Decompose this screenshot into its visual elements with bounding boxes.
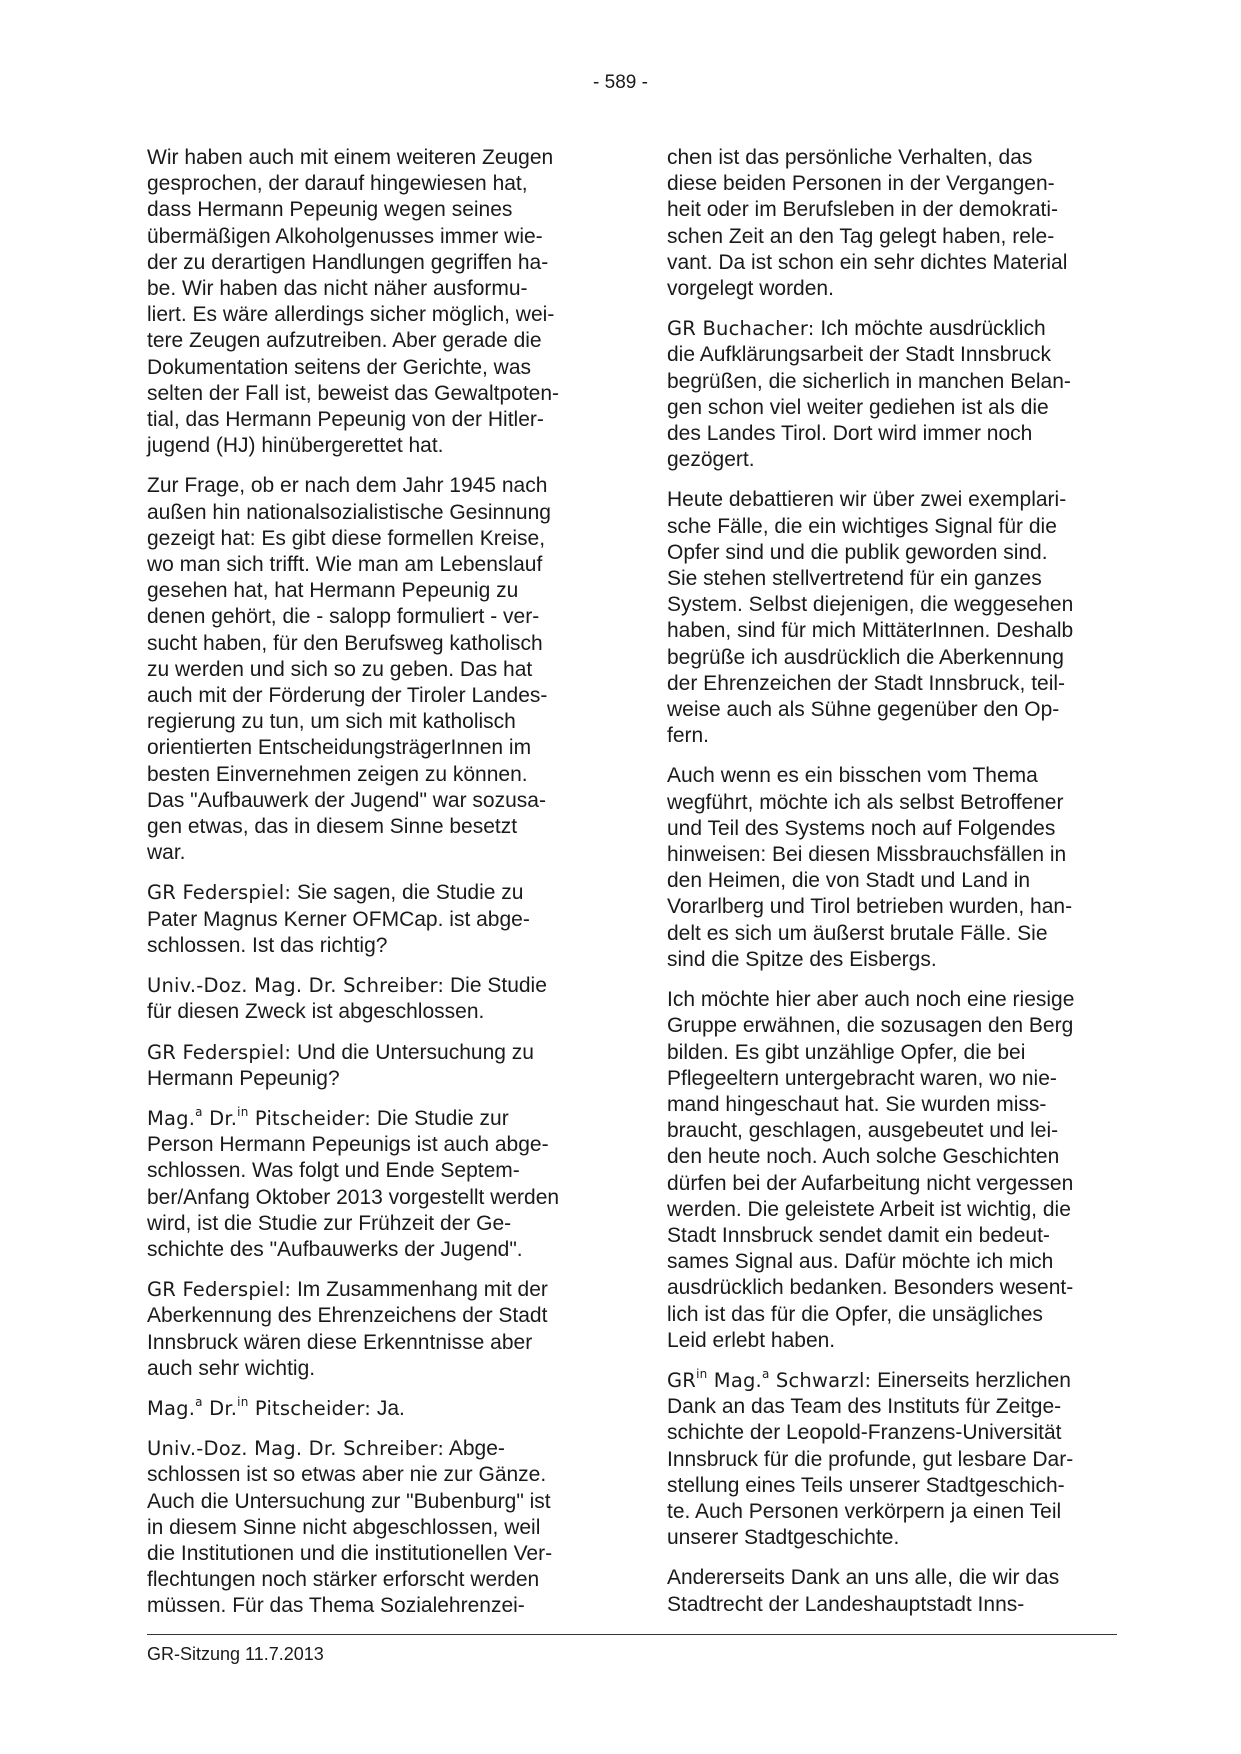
paragraph [147, 1106, 599, 1263]
text-line: wird, ist die Studie zur Frühzeit der Ge- [147, 1211, 512, 1235]
text-line: Leid erlebt haben. [667, 1328, 836, 1352]
speaker-title: Dr. [202, 1396, 238, 1420]
text-line: schichte des "Aufbauwerks der Jugend". [147, 1237, 523, 1261]
text-line: tial, das Hermann Pepeunig von der Hitler- [147, 408, 544, 432]
text-line: Stadt Innsbruck sendet damit ein bedeut- [667, 1223, 1050, 1247]
text-line: lich ist das für die Opfer, die unsägliches [667, 1302, 1043, 1326]
text-line: Auch die Untersuchung zur "Bubenburg" ist [147, 1489, 551, 1513]
speaker-name [147, 1394, 371, 1420]
text-line: stellung eines Teils unserer Stadtgeschich- [667, 1473, 1065, 1497]
text-segment: Abge- [444, 1437, 505, 1461]
speaker-title: Dr. [202, 1106, 238, 1130]
paragraph [147, 473, 599, 866]
text-line: delt es sich um äußerst brutale Fälle. Sie [667, 921, 1048, 945]
text-line: chen ist das persönliche Verhalten, das [667, 146, 1033, 169]
text-line: Dank an das Team des Instituts für Zeitge- [667, 1395, 1062, 1419]
text-line: vorgelegt worden. [667, 277, 834, 301]
paragraph [147, 145, 599, 459]
text-line: in diesem Sinne nicht abgeschlossen, weil [147, 1515, 541, 1539]
text-line: unserer Stadtgeschichte. [667, 1526, 900, 1550]
text-segment: Die Studie [444, 974, 547, 998]
paragraph [667, 763, 1119, 973]
text-line: schlossen ist so etwas aber nie zur Gänze. [147, 1463, 547, 1487]
text-segment: Und die Untersuchung zu [291, 1040, 534, 1064]
speaker-title: Mag. [147, 1106, 196, 1130]
superscript: a [195, 1104, 203, 1119]
text-line: auch mit der Förderung der Tiroler Landes- [147, 684, 548, 708]
footer-divider [147, 1634, 1117, 1635]
text-line: schlossen. Was folgt und Ende Septem- [147, 1159, 520, 1183]
text-line: ausdrücklich bedanken. Besonders wesent- [667, 1276, 1074, 1300]
page-number: - 589 - [593, 72, 648, 93]
paragraph [147, 1040, 599, 1092]
text-line: die Aufklärungsarbeit der Stadt Innsbruck [667, 343, 1052, 367]
text-line: Opfer sind und die publik geworden sind. [667, 540, 1048, 564]
text-line: vant. Da ist schon ein sehr dichtes Material [667, 250, 1068, 274]
superscript: in [237, 1104, 249, 1119]
text-line: diese beiden Personen in der Vergangen- [667, 172, 1055, 196]
text-line: gezögert. [667, 448, 755, 472]
text-line: müssen. Für das Thema Sozialehrenzei- [147, 1594, 525, 1618]
text-line: des Landes Tirol. Dort wird immer noch [667, 422, 1033, 446]
text-line: auch sehr wichtig. [147, 1356, 316, 1380]
text-line: te. Auch Personen verkörpern ja einen Teil [667, 1499, 1062, 1523]
superscript: a [761, 1366, 770, 1381]
paragraph [667, 316, 1119, 473]
text-line: Sie stehen stellvertretend für ein ganzes [667, 567, 1042, 591]
text-line: heit oder im Berufsleben in der demokrati- [667, 198, 1059, 222]
speaker-title: Mag. [147, 1396, 196, 1420]
text-line: Stadtrecht der Landeshauptstadt Inns- [667, 1592, 1025, 1616]
text-line: sucht haben, für den Berufsweg katholisch [147, 631, 543, 655]
text-line: den heute noch. Auch solche Geschichten [667, 1145, 1060, 1169]
paragraph [667, 145, 1119, 302]
paragraph [667, 1565, 1119, 1617]
text-line: sche Fälle, die ein wichtiges Signal für die [667, 514, 1057, 538]
text-line: orientierten EntscheidungsträgerInnen im [147, 736, 532, 760]
superscript: a [195, 1394, 203, 1409]
text-line [147, 973, 599, 999]
text-line: Auch wenn es ein bisschen vom Thema [667, 764, 1038, 788]
text-line: System. Selbst diejenigen, die weggesehen [667, 593, 1074, 617]
text-line: schichte der Leopold-Franzens-Universität [667, 1421, 1062, 1445]
text-line [147, 1277, 599, 1303]
text-line: Gruppe erwähnen, die sozusagen den Berg [667, 1014, 1074, 1038]
text-line: be. Wir haben das nicht näher ausformu- [147, 277, 528, 301]
speaker-name: Univ.-Doz. Mag. Dr. Schreiber: [147, 1437, 445, 1461]
paragraph [147, 880, 599, 959]
text-line: liert. Es wäre allerdings sicher möglich, wei- [147, 303, 555, 327]
text-line: gezeigt hat: Es gibt diese formellen Kreise, [147, 526, 546, 550]
text-line: gesehen hat, hat Hermann Pepeunig zu [147, 579, 519, 603]
text-segment: Ja. [370, 1396, 405, 1420]
text-line: Wir haben auch mit einem weiteren Zeugen [147, 146, 554, 169]
superscript: in [237, 1394, 249, 1409]
speaker-name: Univ.-Doz. Mag. Dr. Schreiber: [147, 974, 445, 998]
text-line: selten der Fall ist, beweist das Gewaltpoten- [147, 381, 560, 405]
text-line [147, 1106, 599, 1132]
text-line: sames Signal aus. Dafür möchte ich mich [667, 1250, 1054, 1274]
text-line: weise auch als Sühne gegenüber den Op- [667, 698, 1060, 722]
text-line: Pater Magnus Kerner OFMCap. ist abge- [147, 907, 530, 931]
text-line: braucht, geschlagen, ausgebeutet und lei- [667, 1119, 1059, 1143]
speaker-name: GR Federspiel: [147, 881, 292, 905]
text-line: außen hin nationalsozialistische Gesinnung [147, 500, 551, 524]
speaker-name: GR Federspiel: [147, 1040, 292, 1064]
text-line: sind die Spitze des Eisbergs. [667, 947, 937, 971]
text-line: dass Hermann Pepeunig wegen seines [147, 198, 513, 222]
text-line [667, 316, 1119, 342]
text-line: denen gehört, die - salopp formuliert - ver- [147, 605, 540, 629]
speaker-surname: Pitscheider: [248, 1106, 371, 1130]
text-line: Heute debattieren wir über zwei exemplari- [667, 488, 1067, 512]
superscript: in [696, 1366, 708, 1381]
text-line [147, 880, 599, 906]
paragraph [147, 973, 599, 1025]
text-line: regierung zu tun, um sich mit katholisch [147, 710, 516, 734]
text-line: für diesen Zweck ist abgeschlossen. [147, 1000, 485, 1024]
text-line [147, 1040, 599, 1066]
text-line: der zu derartigen Handlungen gegriffen ha- [147, 250, 549, 274]
text-segment: Sie sagen, die Studie zu [291, 881, 524, 905]
text-line: ber/Anfang Oktober 2013 vorgestellt werden [147, 1185, 560, 1209]
text-line: bilden. Es gibt unzählige Opfer, die bei [667, 1040, 1026, 1064]
text-line: fern. [667, 724, 710, 748]
text-line: gen schon viel weiter gediehen ist als die [667, 395, 1049, 419]
text-line: flechtungen noch stärker erforscht werden [147, 1568, 540, 1592]
text-line: Hermann Pepeunig? [147, 1066, 340, 1090]
text-line: wo man sich trifft. Wie man am Lebenslauf [147, 553, 543, 577]
text-line: begrüßen, die sicherlich in manchen Belan- [667, 369, 1071, 393]
text-line: besten Einvernehmen zeigen zu können. [147, 762, 528, 786]
text-line: Zur Frage, ob er nach dem Jahr 1945 nach [147, 474, 548, 498]
text-line [667, 1368, 1119, 1394]
text-line: Dokumentation seitens der Gerichte, was [147, 355, 532, 379]
speaker-name: GR Buchacher: [667, 317, 815, 341]
paragraph [147, 1277, 599, 1382]
speaker-name: GR Federspiel: [147, 1278, 292, 1302]
speaker-surname: Pitscheider: [248, 1396, 371, 1420]
left-column [147, 145, 599, 1634]
text-line: den Heimen, die von Stadt und Land in [667, 869, 1031, 893]
paragraph [667, 487, 1119, 749]
speaker-name [667, 1366, 872, 1392]
text-line: tere Zeugen aufzutreiben. Aber gerade die [147, 329, 542, 353]
text-line: zu werden und sich so zu geben. Das hat [147, 657, 533, 681]
footer-text: GR-Sitzung 11.7.2013 [147, 1644, 324, 1664]
paragraph [147, 1436, 599, 1619]
text-line: Innsbruck für die profunde, gut lesbare Dar- [667, 1447, 1074, 1471]
paragraph [667, 1368, 1119, 1551]
text-segment: Im Zusammenhang mit der [291, 1278, 548, 1302]
text-line: Pflegeeltern untergebracht waren, wo nie- [667, 1066, 1057, 1090]
text-segment: Die Studie zur [370, 1106, 509, 1130]
speaker-title: GR [667, 1368, 697, 1392]
right-column [667, 145, 1119, 1632]
text-line: schlossen. Ist das richtig? [147, 933, 388, 957]
text-line [147, 1396, 599, 1422]
text-line: Innsbruck wären diese Erkenntnisse aber [147, 1330, 533, 1354]
speaker-title: Mag. [707, 1368, 762, 1392]
text-line: gesprochen, der darauf hingewiesen hat, [147, 172, 528, 196]
text-line: werden. Die geleistete Arbeit ist wichtig, die [667, 1197, 1071, 1221]
text-line [147, 1436, 599, 1462]
text-line: mand hingeschaut hat. Sie wurden miss- [667, 1092, 1047, 1116]
text-line: dürfen bei der Aufarbeitung nicht vergessen [667, 1171, 1074, 1195]
text-line: Das "Aufbauwerk der Jugend" war sozusa- [147, 788, 546, 812]
text-line: haben, sind für mich MittäterInnen. Deshalb [667, 619, 1074, 643]
text-line: die Institutionen und die institutionellen Ver- [147, 1541, 553, 1565]
speaker-surname: Schwarzl: [769, 1368, 872, 1392]
paragraph [667, 987, 1119, 1354]
text-segment: Ich möchte ausdrücklich [814, 317, 1046, 341]
text-line: Aberkennung des Ehrenzeichens der Stadt [147, 1304, 548, 1328]
text-line: hinweisen: Bei diesen Missbrauchsfällen in [667, 843, 1067, 867]
text-line: schen Zeit an den Tag gelegt haben, rele- [667, 224, 1055, 248]
text-line: Vorarlberg und Tirol betrieben wurden, han- [667, 895, 1073, 919]
text-line: war. [147, 841, 186, 865]
text-line: wegführt, möchte ich als selbst Betroffener [667, 790, 1064, 814]
text-line: der Ehrenzeichen der Stadt Innsbruck, teil- [667, 671, 1066, 695]
speaker-name [147, 1104, 371, 1130]
text-line: Person Hermann Pepeunigs ist auch abge- [147, 1133, 549, 1157]
text-line: begrüße ich ausdrücklich die Aberkennung [667, 645, 1064, 669]
text-segment: Einerseits herzlichen [871, 1368, 1071, 1392]
text-line: und Teil des Systems noch auf Folgendes [667, 816, 1056, 840]
text-line: Ich möchte hier aber auch noch eine riesige [667, 988, 1075, 1012]
paragraph [147, 1396, 599, 1422]
text-line: gen etwas, das in diesem Sinne besetzt [147, 815, 518, 839]
text-line: jugend (HJ) hinübergerettet hat. [147, 434, 444, 458]
text-line: übermäßigen Alkoholgenusses immer wie- [147, 224, 543, 248]
text-line: Andererseits Dank an uns alle, die wir das [667, 1566, 1060, 1590]
